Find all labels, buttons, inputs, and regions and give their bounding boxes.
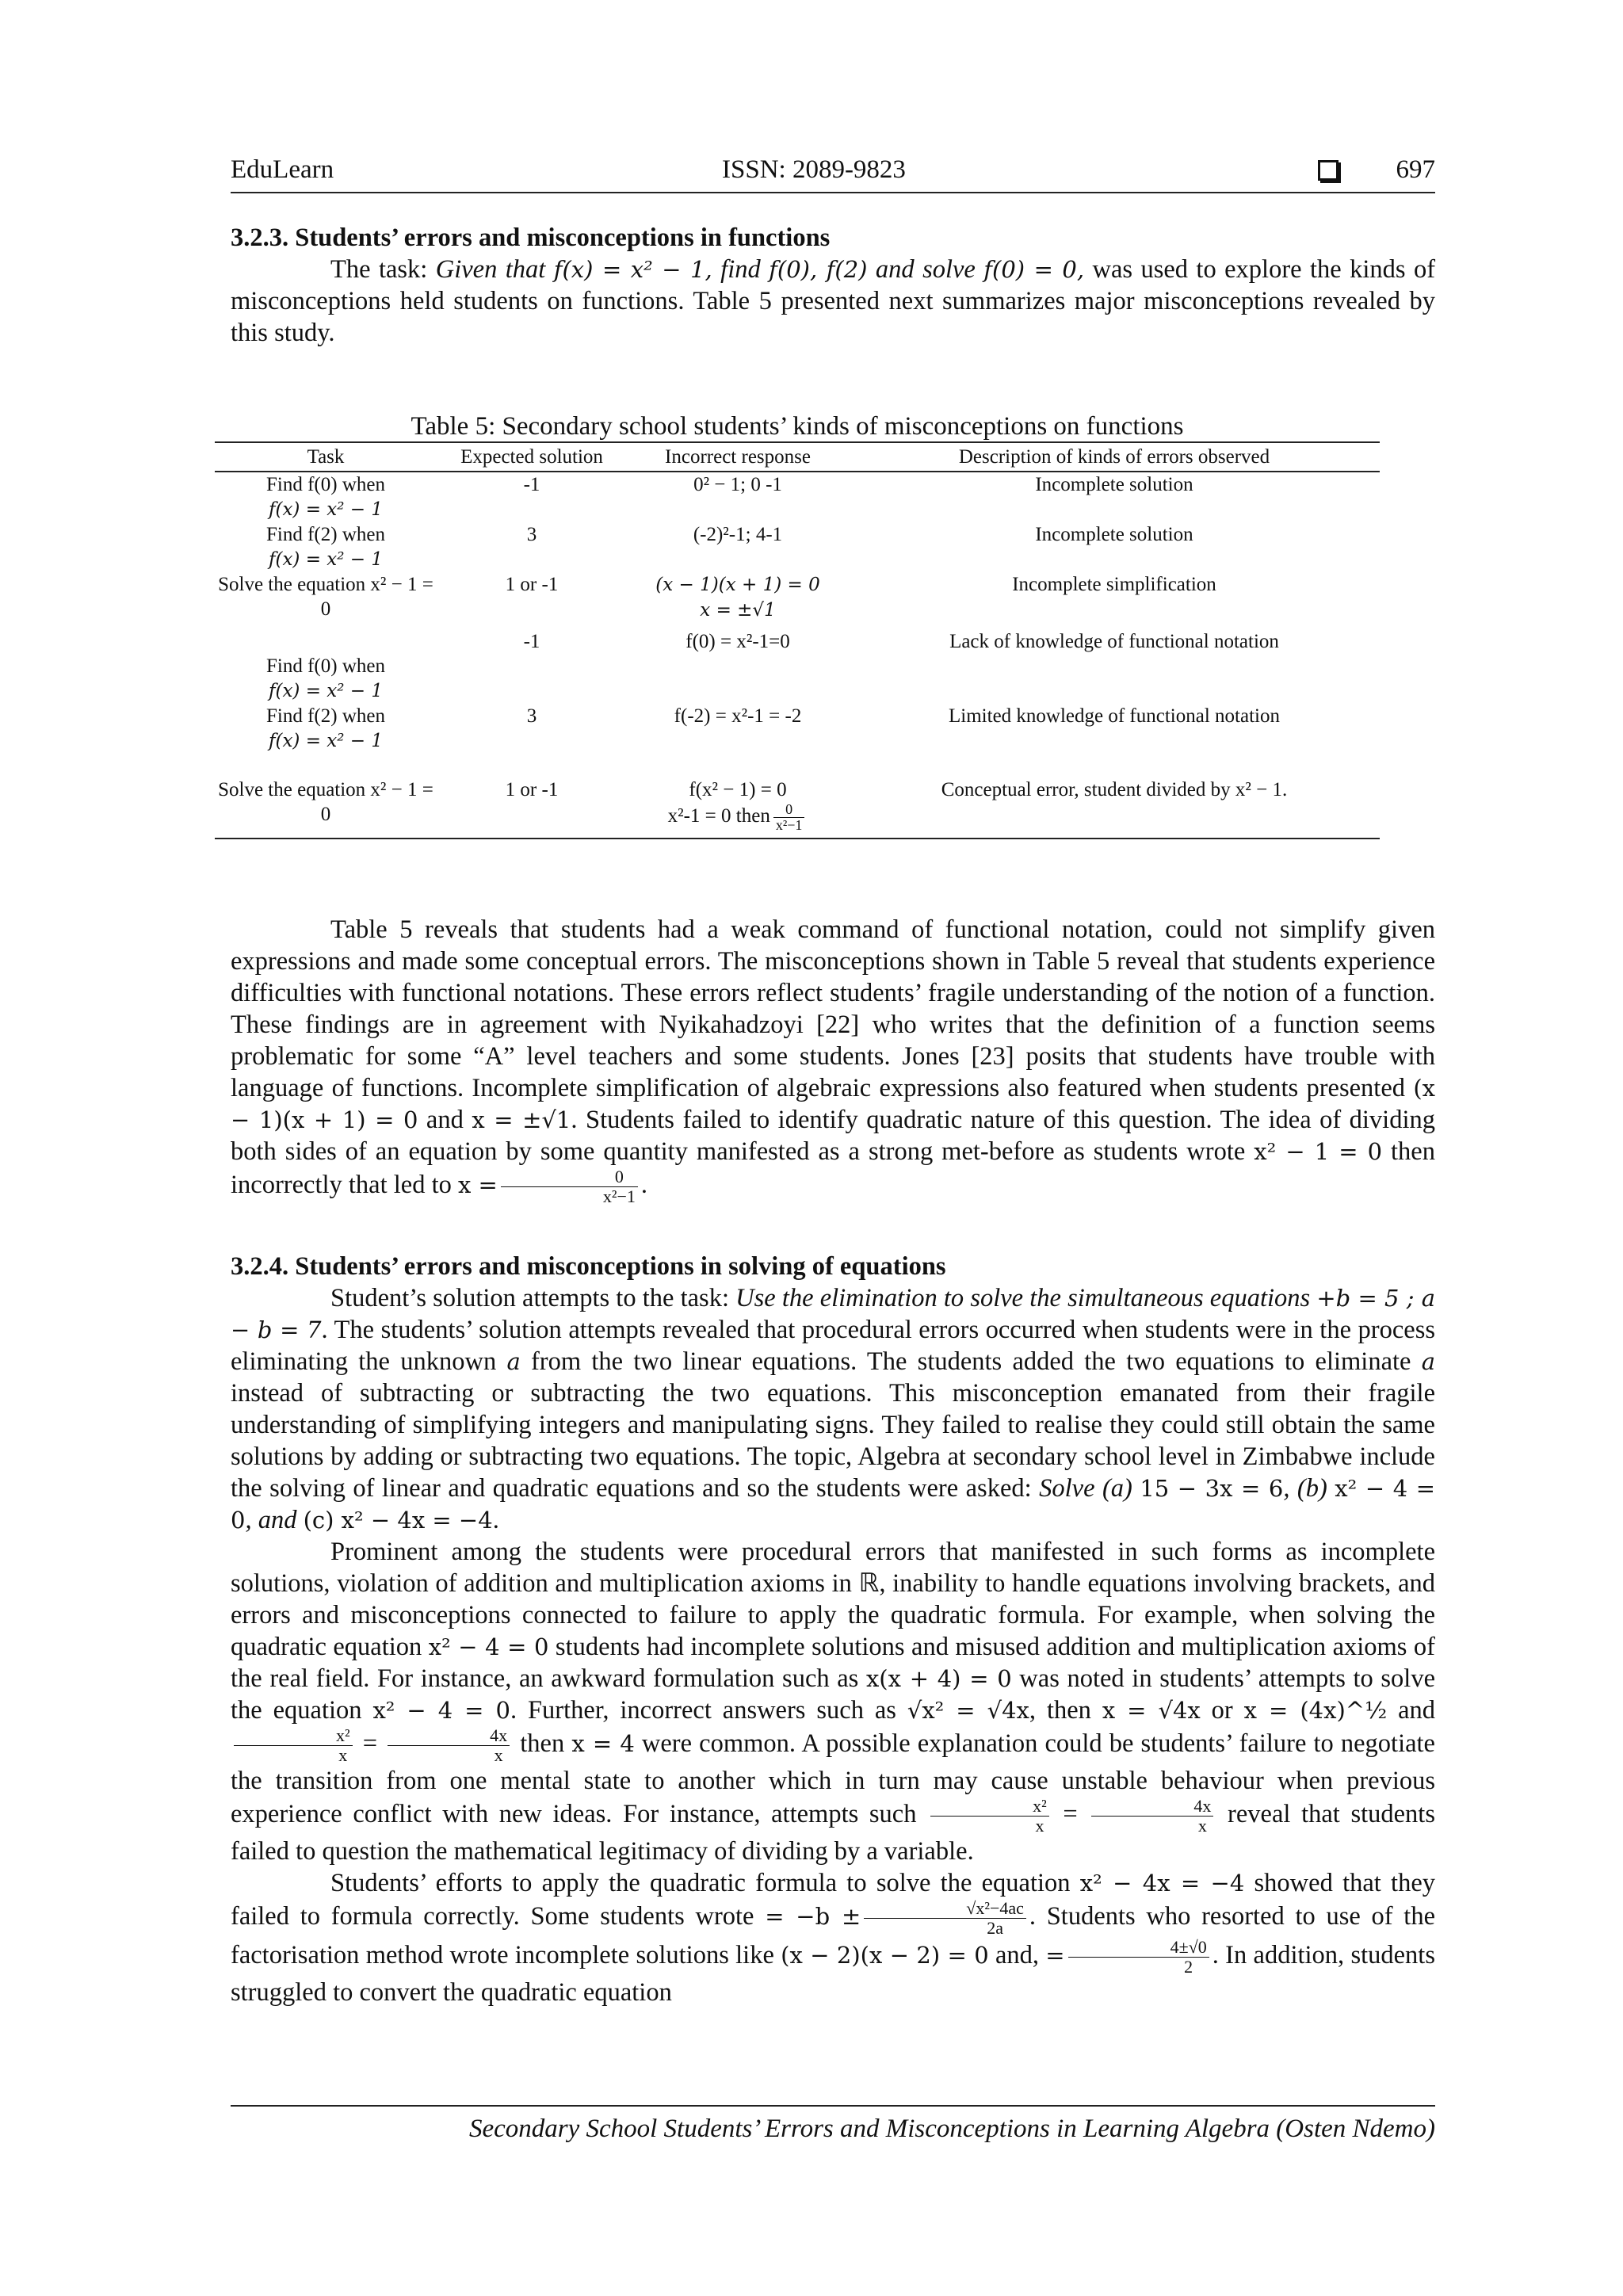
fraction [864, 1899, 1026, 1938]
math-expression: +b = 5 ; a − b = 7 [231, 1285, 1436, 1343]
fraction [501, 1167, 638, 1206]
cell-math: f(x) = x² − 1 [268, 549, 384, 570]
math-expression: x = [457, 1171, 498, 1198]
text-run: was noted in students’ attempts to solve the equation [231, 1664, 1436, 1725]
cell-text: f(x² − 1) = 0 [689, 779, 787, 800]
math-expression: f(0) = 0, [983, 256, 1085, 283]
text-run: Prominent among the students were procedural errors that manifested in such forms as incomplete solutions, violation of addition and multiplication axioms in ℝ, inability to handle equations involving brackets, and errors and misconceptions connected to failure to apply the quadratic formula. For example, when solving the quadratic equation [231, 1538, 1435, 1661]
math-expression: x² − 4 = 0 [372, 1697, 510, 1724]
text-run: . Further, incorrect answers such as [510, 1696, 907, 1725]
text-run: . In addition, students struggled to convert the quadratic equation [231, 1940, 1435, 2007]
fraction-denominator: x [1197, 1816, 1207, 1836]
text-run: Given that [435, 255, 554, 284]
table-row [215, 472, 1380, 522]
incorrect-cell: f(-2) = x²-1 = -2 [674, 705, 802, 727]
issn: ISSN: 2089-9823 [722, 155, 906, 184]
cell-text: x²-1 = 0 then [667, 805, 770, 827]
page-number: 697 [1396, 155, 1435, 184]
running-header [231, 155, 1435, 193]
table-row [215, 754, 1380, 839]
cell-math: (x − 1)(x + 1) = 0 [655, 575, 820, 595]
table-row [215, 522, 1380, 572]
section-3-2-4 [231, 1251, 1435, 2008]
fraction-denominator: x²−1 [775, 817, 803, 833]
task-cell [215, 522, 437, 572]
text-run: and [1387, 1696, 1436, 1725]
math-expression: x² − 4x = −4 [1079, 1870, 1245, 1897]
text-run: = [1052, 1799, 1089, 1828]
text-run: and [418, 1106, 472, 1134]
column-header: Incorrect response [627, 442, 849, 472]
math-expression: x = ±√1 [472, 1106, 571, 1133]
expected-cell: 1 or -1 [437, 754, 627, 839]
fraction-denominator: 2a [987, 1918, 1003, 1938]
math-expression: x² − 4 = 0 [428, 1633, 549, 1660]
fraction-numerator: x² [234, 1726, 353, 1746]
cell-math: f(x) = x² − 1 [268, 681, 384, 701]
fraction-denominator: x [494, 1745, 503, 1765]
cell-text: Find f(2) when [266, 524, 385, 545]
table-caption: Table 5: Secondary school students’ kinds of misconceptions on functions [411, 412, 1184, 441]
cell-text: Find f(0) when [266, 474, 385, 495]
text-run: , (b) [1283, 1474, 1335, 1503]
section-heading: 3.2.4. Students’ errors and misconceptions in solving of equations [231, 1252, 946, 1281]
text-run: was used to explore the kinds of misconceptions held students on functions. Table 5 presented next summarizes major misconceptions revealed by this study. [231, 255, 1436, 347]
math-expression: (x − 2)(x − 2) = 0 [781, 1941, 989, 1969]
paragraph [231, 1867, 1435, 2008]
footer-rule [231, 2105, 1435, 2107]
fraction-numerator: √x²−4ac [864, 1899, 1026, 1919]
math-expression: x = √4x [1102, 1697, 1201, 1724]
task-cell [215, 623, 437, 654]
math-expression: a [506, 1348, 521, 1375]
discussion-paragraph [231, 914, 1435, 1206]
incorrect-cell: f(0) = x²-1=0 [685, 631, 790, 652]
fraction-numerator: 4x [1091, 1797, 1213, 1817]
description-cell: Incomplete simplification [1012, 574, 1216, 595]
fraction-denominator: x [338, 1745, 348, 1765]
text-run: Use the elimination to solve the simultaneous equations [735, 1284, 1317, 1312]
incorrect-cell [627, 754, 849, 839]
math-expression: x = 4 [571, 1729, 635, 1757]
section-heading: 3.2.3. Students’ errors and misconceptions in functions [231, 223, 831, 252]
text-run: . The students’ solution attempts revealed that procedural errors occurred when students were in the process eliminating the unknown [231, 1316, 1435, 1376]
paragraph [231, 914, 1435, 1206]
text-run: were common. A possible explanation could be students’ failure to negotiate the transition from one mental state to another which in turn may cause unstable behaviour when previous experience conflict with new ideas. For instance, attempts such [231, 1729, 1435, 1828]
text-run: , and [245, 1506, 304, 1534]
paragraph [231, 254, 1435, 349]
fraction [1091, 1797, 1213, 1836]
text-run: reveal that students failed to question the mathematical legitimacy of dividing by a variable. [231, 1799, 1435, 1866]
fraction-numerator: 4±√0 [1068, 1938, 1209, 1958]
incorrect-cell: 0² − 1; 0 -1 [693, 474, 782, 495]
expected-cell: 3 [526, 705, 537, 727]
text-run: and, [988, 1940, 1046, 1969]
math-expression: = [1045, 1941, 1065, 1969]
cell-math: f(x) = x² − 1 [268, 731, 384, 751]
text-run: = [355, 1729, 385, 1758]
text-run: Solve (a) [1039, 1474, 1140, 1503]
column-header: Description of kinds of errors observed [849, 442, 1380, 472]
text-run: then [513, 1729, 572, 1758]
cell-math: f(x) = x² − 1 [268, 499, 384, 520]
fraction-denominator: x²−1 [602, 1186, 636, 1206]
text-run: . Students who resorted to use of the factorisation method wrote incomplete solutions like [231, 1901, 1435, 1969]
expected-cell: -1 [523, 631, 540, 652]
math-expression: x² − 1 = 0 [1254, 1138, 1383, 1165]
paragraph [231, 1536, 1435, 1867]
math-expression: (c) x² − 4x = −4 [303, 1507, 493, 1534]
column-header: Expected solution [437, 442, 627, 472]
section-3-2-3 [231, 222, 1435, 349]
math-expression: f(0), f(2) [769, 256, 868, 283]
math-expression: x(x + 4) = 0 [865, 1665, 1012, 1692]
table-5 [215, 441, 1380, 839]
description-cell: Incomplete solution [1035, 474, 1193, 495]
text-run: showed that they failed to formula correctly. Some students wrote [231, 1869, 1436, 1931]
text-run: . [492, 1506, 499, 1534]
description-cell: Incomplete solution [1035, 524, 1193, 545]
description-cell: Lack of knowledge of functional notation [949, 631, 1279, 652]
table-row [215, 623, 1380, 654]
fraction-numerator: 4x [388, 1726, 510, 1746]
table-row [215, 704, 1380, 754]
text-run: . Students failed to identify quadratic nature of this question. The idea of dividing both sides of an equation by some quantity manifested as a strong met-before as students wrote [231, 1106, 1435, 1166]
fraction [1068, 1938, 1209, 1977]
paragraph [231, 1282, 1435, 1536]
text-run: The task: [330, 255, 436, 284]
cell-math: x = ±√1 [700, 600, 776, 621]
task-cell: Solve the equation x² − 1 = 0 [215, 754, 437, 839]
fraction-denominator: 2 [1184, 1957, 1193, 1977]
math-expression: a [1421, 1348, 1436, 1375]
square-bullet-icon [1318, 160, 1338, 181]
text-run: students had incomplete solutions and misused addition and multiplication axioms of the real field. For instance, an awkward formulation such as [231, 1633, 1435, 1693]
math-expression: x = (4x)^½ [1243, 1697, 1388, 1724]
text-run: instead of subtracting or subtracting the two equations. This misconception emanated from their fragile understanding of simplifying integers and manipulating signs. They failed to realise they could still obtain the same solutions by adding or subtracting two equations. The topic, Algebra at secondary school level in Zimbabwe include the solving of linear and quadratic equations and so the students were asked: [231, 1379, 1435, 1503]
table-row [215, 572, 1380, 623]
math-expression: x² − 4 = 0 [231, 1475, 1435, 1534]
task-cell: Solve the equation x² − 1 = 0 [218, 574, 433, 620]
description-cell: Conceptual error, student divided by x² − 1. [849, 754, 1380, 839]
description-cell [849, 654, 1380, 704]
fraction-denominator: x [1035, 1816, 1044, 1836]
math-expression: = −b ± [765, 1902, 861, 1930]
fraction-numerator: x² [930, 1797, 1049, 1817]
expected-cell: 1 or -1 [505, 574, 559, 595]
incorrect-cell [627, 572, 849, 623]
fraction [773, 802, 805, 833]
cell-text: Find f(0) when [266, 655, 385, 677]
journal-name: EduLearn [231, 155, 334, 184]
text-run: and solve [867, 255, 984, 284]
text-run: , then [1029, 1696, 1102, 1725]
expected-cell: 3 [526, 524, 537, 545]
text-run: then incorrectly that led to [231, 1137, 1435, 1199]
task-cell [215, 704, 437, 754]
running-footer: Secondary School Students’ Errors and Misconceptions in Learning Algebra (Osten Ndemo) [468, 2115, 1435, 2143]
text-run: Student’s solution attempts to the task: [330, 1284, 736, 1312]
description-cell: Limited knowledge of functional notation [949, 705, 1280, 727]
incorrect-cell [627, 654, 849, 704]
fraction [930, 1797, 1049, 1836]
text-run: Table 5 reveals that students had a weak command of functional notation, could not simplify given expressions and made some conceptual errors. The misconceptions shown in Table 5 reveal that students experience difficulties with functional notations. These errors reflect students’ fragile understanding of the notion of a function. These findings are in agreement with Nyikahadzoyi [22] who writes that the definition of a function seems problematic for some “A” level teachers and some students. Jones [23] posits that students have trouble with language of functions. Incomplete simplification of algebraic expressions also featured when students presented [231, 915, 1435, 1102]
fraction [234, 1726, 353, 1765]
text-run: find [712, 255, 769, 284]
text-run: . [640, 1170, 647, 1199]
text-run: from the two linear equations. The students added the two equations to eliminate [520, 1347, 1422, 1376]
table-row [215, 654, 1380, 704]
cell-text: Find f(2) when [266, 705, 385, 727]
fraction-numerator: 0 [501, 1167, 638, 1187]
incorrect-cell: (-2)²-1; 4-1 [693, 524, 783, 545]
text-run: or [1200, 1696, 1244, 1725]
table-header-row [215, 442, 1380, 472]
expected-cell [437, 654, 627, 704]
expected-cell: -1 [523, 474, 540, 495]
fraction [388, 1726, 510, 1765]
text-run: Students’ efforts to apply the quadratic formula to solve the equation [330, 1869, 1080, 1897]
math-expression: 15 − 3x = 6 [1140, 1475, 1284, 1502]
math-expression: (x − 1)(x + 1) = 0 [231, 1075, 1435, 1133]
task-cell [215, 472, 437, 522]
math-expression: f(x) = x² − 1, [553, 256, 712, 283]
column-header: Task [215, 442, 437, 472]
fraction-numerator: 0 [773, 802, 805, 818]
task-cell [215, 654, 437, 704]
math-expression: √x² = √4x [907, 1697, 1029, 1724]
